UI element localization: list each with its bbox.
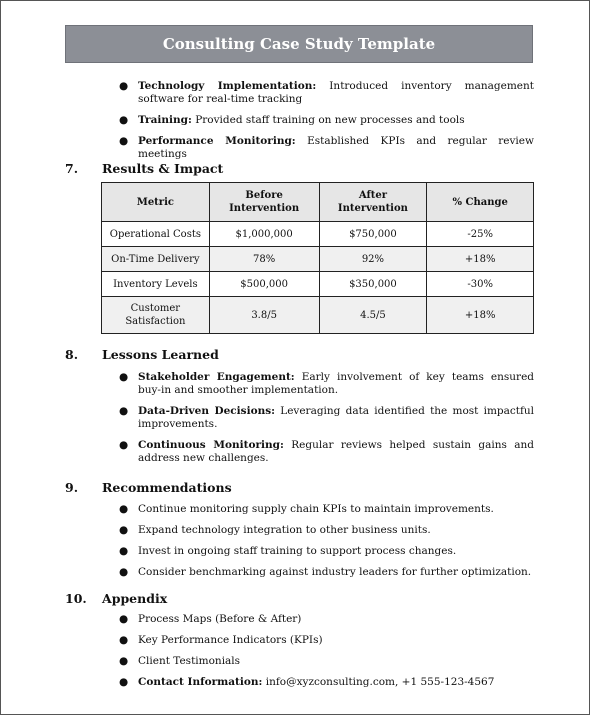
list-item xyxy=(119,405,534,431)
table-cell: $350,000 xyxy=(319,272,427,297)
bullet-label: Technology Implementation: xyxy=(138,80,317,92)
bullet-icon: ● xyxy=(119,566,129,578)
bullet-text: Early involvement of key teams ensured buy-in and smoother implementation. xyxy=(138,371,535,396)
table-cell: 78% xyxy=(209,247,319,272)
table-row xyxy=(102,297,534,334)
section-title: Results & Impact xyxy=(102,161,224,176)
section-number: 7. xyxy=(65,161,79,176)
table-row xyxy=(102,247,534,272)
bullet-icon: ● xyxy=(119,655,129,667)
list-item xyxy=(119,676,534,689)
table-header-row xyxy=(102,183,534,222)
table-row xyxy=(102,272,534,297)
bullet-icon: ● xyxy=(119,439,129,451)
table-cell: -30% xyxy=(427,272,534,297)
bullet-icon: ● xyxy=(119,524,129,536)
bullet-text: Client Testimonials xyxy=(138,655,241,667)
list-item xyxy=(119,524,534,537)
table-cell: 3.8/5 xyxy=(209,297,319,334)
intro-bullet-list xyxy=(1,80,591,161)
table-cell: 4.5/5 xyxy=(319,297,427,334)
table-row xyxy=(102,222,534,247)
list-item xyxy=(119,545,534,558)
bullet-text: Regular reviews helped sustain gains and address new challenges. xyxy=(138,439,534,464)
table-cell: On-Time Delivery xyxy=(102,247,210,272)
table-cell: $750,000 xyxy=(319,222,427,247)
bullet-text: Process Maps (Before & After) xyxy=(138,613,302,625)
list-item xyxy=(119,80,534,106)
bullet-icon: ● xyxy=(119,371,129,383)
lessons-list xyxy=(1,371,591,465)
bullet-label: Training: xyxy=(138,114,192,126)
bullet-icon: ● xyxy=(119,80,129,92)
table-cell: $500,000 xyxy=(209,272,319,297)
bullet-icon: ● xyxy=(119,405,129,417)
section-number: 9. xyxy=(65,480,79,495)
bullet-icon: ● xyxy=(119,114,129,126)
table-cell: Operational Costs xyxy=(102,222,210,247)
bullet-text: Invest in ongoing staff training to support process changes. xyxy=(138,545,457,557)
section-number: 10. xyxy=(65,591,87,606)
section-number: 8. xyxy=(65,347,79,362)
bullet-text: Leveraging data identified the most impactful improvements. xyxy=(138,405,534,430)
section-title: Recommendations xyxy=(102,480,232,495)
table-cell: $1,000,000 xyxy=(209,222,319,247)
recommendations-list xyxy=(1,503,591,579)
list-item xyxy=(119,439,534,465)
contact-text: info@xyzconsulting.com, +1 555-123-4567 xyxy=(265,676,495,688)
list-item xyxy=(119,613,534,626)
bullet-label: Continuous Monitoring: xyxy=(138,439,284,451)
bullet-icon: ● xyxy=(119,503,129,515)
list-item xyxy=(119,503,534,516)
bullet-text: Key Performance Indicators (KPIs) xyxy=(138,634,323,646)
bullet-text: Expand technology integration to other business units. xyxy=(138,524,431,536)
bullet-text: Continue monitoring supply chain KPIs to maintain improvements. xyxy=(138,503,494,515)
table-cell: Customer Satisfaction xyxy=(102,297,210,334)
contact-label: Contact Information: xyxy=(138,676,263,688)
list-item xyxy=(119,114,534,127)
list-item xyxy=(119,371,535,397)
list-item xyxy=(119,566,534,579)
bullet-icon: ● xyxy=(119,545,129,557)
appendix-list xyxy=(1,613,591,689)
bullet-text: Consider benchmarking against industry leaders for further optimization. xyxy=(138,566,532,578)
bullet-label: Data-Driven Decisions: xyxy=(138,405,275,417)
bullet-label: Performance Monitoring: xyxy=(138,135,296,147)
bullet-text: Introduced inventory management software for real-time tracking xyxy=(138,80,534,105)
bullet-icon: ● xyxy=(119,634,129,646)
section-title: Lessons Learned xyxy=(102,347,219,362)
section-title: Appendix xyxy=(102,591,168,606)
bullet-icon: ● xyxy=(119,135,129,147)
column-header: Before Intervention xyxy=(209,183,319,222)
document-title: Consulting Case Study Template xyxy=(65,25,533,63)
bullet-text: Provided staff training on new processes and tools xyxy=(195,114,465,126)
table-cell: 92% xyxy=(319,247,427,272)
table-cell: +18% xyxy=(427,247,534,272)
bullet-icon: ● xyxy=(119,613,129,625)
bullet-text: Established KPIs and regular review meetings xyxy=(138,135,534,160)
table-cell: Inventory Levels xyxy=(102,272,210,297)
column-header: Metric xyxy=(102,183,210,222)
results-table xyxy=(101,182,534,334)
list-item xyxy=(119,135,534,161)
bullet-label: Stakeholder Engagement: xyxy=(138,371,295,383)
table-cell: -25% xyxy=(427,222,534,247)
list-item xyxy=(119,634,534,647)
column-header: % Change xyxy=(427,183,534,222)
bullet-icon: ● xyxy=(119,676,129,688)
column-header: After Intervention xyxy=(319,183,427,222)
list-item xyxy=(119,655,534,668)
table-cell: +18% xyxy=(427,297,534,334)
